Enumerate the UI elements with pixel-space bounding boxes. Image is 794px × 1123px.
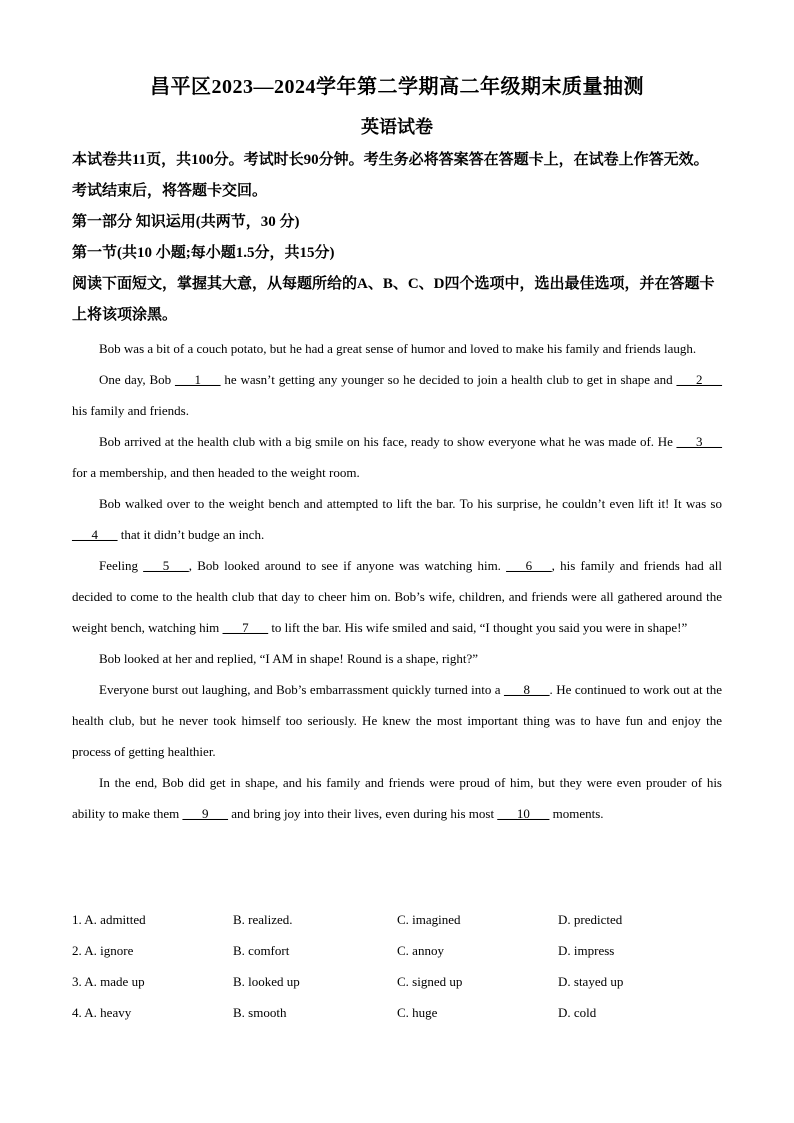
blank-6: ___6___ — [506, 558, 552, 573]
part-one-heading: 第一部分 知识运用(共两节，30 分) — [72, 214, 300, 230]
answer-options — [72, 904, 722, 1028]
cloze-passage — [72, 333, 722, 829]
paragraph: Bob arrived at the health club with a big smile on his face, ready to show everyone what he was made of. He ___3___ for a membership, and then headed to the weight room. — [72, 434, 722, 480]
exam-notice: 本试卷共11页，共100分。考试时长90分钟。考生务必将答案答在答题卡上，在试卷上作答无效。考试结束后，将答题卡交回。 — [72, 152, 709, 199]
option-a: 4. A. heavy — [72, 1005, 132, 1020]
blank-1: ___1___ — [175, 372, 221, 387]
paragraph: Bob was a bit of a couch potato, but he had a great sense of humor and loved to make his family and friends laugh. — [99, 341, 697, 356]
blank-8: ___8___ — [504, 682, 550, 697]
option-d: D. predicted — [558, 912, 623, 927]
option-a: 1. A. admitted — [72, 912, 146, 927]
blank-2: ___2___ — [676, 372, 722, 387]
blank-9: ___9___ — [182, 806, 228, 821]
paragraph: In the end, Bob did get in shape, and his family and friends were proud of him, but they were even prouder of his ability to make them ___9___ and bring joy into their lives, even during his most ___10___ moments. — [72, 775, 722, 821]
option-row — [72, 904, 722, 935]
option-d: D. impress — [558, 943, 615, 958]
section-one-heading: 第一节(共10 小题;每小题1.5分，共15分) — [72, 245, 335, 261]
option-a: 2. A. ignore — [72, 943, 134, 958]
exam-title: 昌平区2023—2024学年第二学期高二年级期末质量抽测 — [150, 76, 644, 98]
option-c: C. signed up — [397, 974, 463, 989]
option-row — [72, 997, 722, 1028]
option-d: D. cold — [558, 1005, 597, 1020]
blank-4: ___4___ — [72, 527, 118, 542]
paragraph: Bob walked over to the weight bench and attempted to lift the bar. To his surprise, he couldn’t even lift it! It was so ___4___ that it didn’t budge an inch. — [72, 496, 722, 542]
option-b: B. comfort — [233, 943, 290, 958]
paragraph: Feeling ___5___, Bob looked around to see if anyone was watching him. ___6___, his family and friends had all decided to come to the health club that day to cheer him on. Bob’s wife, children, and friends were all gathered around the weight bench, watching him ___7___ to lift the bar. His wife smiled and said, “I thought you said you were in shape!” — [72, 558, 722, 635]
option-b: B. smooth — [233, 1005, 287, 1020]
section-instruction: 阅读下面短文，掌握其大意，从每题所给的A、B、C、D四个选项中，选出最佳选项，并在答题卡上将该项涂黑。 — [72, 276, 715, 323]
blank-5: ___5___ — [143, 558, 189, 573]
option-d: D. stayed up — [558, 974, 624, 989]
option-c: C. huge — [397, 1005, 438, 1020]
blank-3: ___3___ — [676, 434, 722, 449]
blank-10: ___10___ — [497, 806, 550, 821]
paragraph: Everyone burst out laughing, and Bob’s embarrassment quickly turned into a ___8___. He continued to work out at the health club, but he never took himself too seriously. He knew the most important thing was to have fun and enjoy the process of getting healthier. — [72, 682, 722, 759]
blank-7: ___7___ — [222, 620, 269, 635]
paragraph: One day, Bob ___1___ he wasn’t getting any younger so he decided to join a health club to get in shape and ___2___ his family and friends. — [72, 372, 722, 418]
option-c: C. imagined — [397, 912, 461, 927]
option-b: B. realized. — [233, 912, 293, 927]
option-b: B. looked up — [233, 974, 300, 989]
option-row — [72, 935, 722, 966]
option-a: 3. A. made up — [72, 974, 145, 989]
exam-subtitle: 英语试卷 — [361, 117, 433, 137]
option-row — [72, 966, 722, 997]
option-c: C. annoy — [397, 943, 444, 958]
paragraph: Bob looked at her and replied, “I AM in shape! Round is a shape, right?” — [99, 651, 479, 666]
